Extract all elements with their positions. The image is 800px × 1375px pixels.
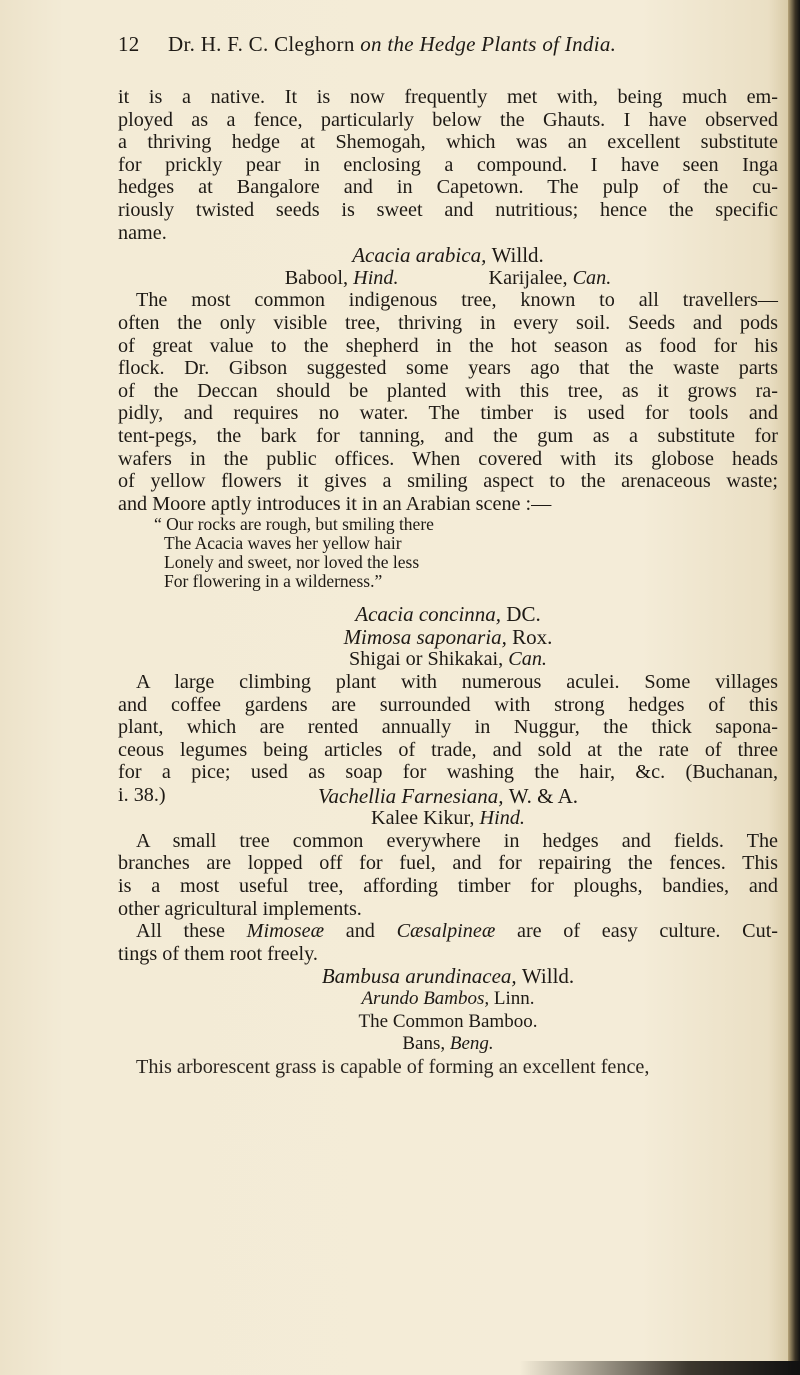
text-line: wafers in the public offices. When covered with its globose heads xyxy=(118,447,778,470)
text-line: A large climbing plant with numerous aculei. Some villages xyxy=(136,671,778,694)
species-heading: Bambusa arundinacea, Willd. xyxy=(321,964,575,989)
text-line: of the Deccan should be planted with this tree, as it grows ra- xyxy=(118,379,778,402)
text-line: ceous legumes being articles of trade, and sold at the rate of three xyxy=(118,738,778,761)
text-line: This arborescent grass is capable of forming an excellent fence, xyxy=(136,1055,650,1078)
vernacular-names: Bans, Beng. xyxy=(402,1033,494,1055)
quote-line: The Acacia waves her yellow hair xyxy=(164,533,402,554)
text-line: All these Mimoseæ and Cæsalpineæ are of easy culture. Cut- xyxy=(136,920,779,943)
quote-line: “ Our rocks are rough, but smiling there xyxy=(154,514,434,535)
vernacular-names: Babool, Hind. Karijalee, Can. xyxy=(284,266,612,289)
text-line: it is a native. It is now frequently met with, being much em- xyxy=(118,86,778,108)
text-line: tent-pegs, the bark for tanning, and the gum as a substitute for xyxy=(118,424,778,447)
text-line: hedges at Bangalore and in Capetown. The pulp of the cu- xyxy=(118,176,778,199)
species-heading: Acacia concinna, DC. xyxy=(355,602,541,627)
text-line: plant, which are rented annually in Nuggur, the thick sapona- xyxy=(118,716,778,739)
synonym-heading: Mimosa saponaria, Rox. xyxy=(343,624,553,649)
text-line: often the only visible tree, thriving in every soil. Seeds and pods xyxy=(118,311,778,334)
text-line: A small tree common everywhere in hedges and fields. The xyxy=(136,829,778,852)
text-line: of yellow flowers it gives a smiling aspect to the arenaceous waste; xyxy=(118,470,778,493)
synonym-heading: Arundo Bambos, Linn. xyxy=(361,987,535,1009)
text-line: a thriving hedge at Shemogah, which was an excellent substitute xyxy=(118,131,778,154)
text-line: tings of them root freely. xyxy=(118,942,318,965)
text-line: flock. Dr. Gibson suggested some years ago that the waste parts xyxy=(118,357,778,380)
text-line: for prickly pear in enclosing a compound. I have seen Inga xyxy=(118,153,778,176)
quote-line: For flowering in a wilderness.” xyxy=(164,571,383,592)
page-number: 12 xyxy=(118,32,140,56)
running-title: Dr. H. F. C. Cleghorn on the Hedge Plants of India. xyxy=(168,32,617,56)
text-line: is a most useful tree, affording timber for ploughs, bandies, and xyxy=(118,875,778,897)
text-line: for a pice; used as soap for washing the hair, &c. (Buchanan, xyxy=(118,761,778,784)
species-heading: Vachellia Farnesiana, W. & A. xyxy=(318,783,578,808)
text-line: name. xyxy=(118,221,167,244)
text-line: i. 38.) xyxy=(118,784,166,807)
page-edge-shadow xyxy=(788,0,800,1375)
text-line: branches are lopped off for fuel, and for repairing the fences. This xyxy=(118,852,778,875)
page-bottom-shadow xyxy=(520,1361,800,1375)
text-line: and coffee gardens are surrounded with strong hedges of this xyxy=(118,693,778,716)
species-heading: Acacia arabica, Willd. xyxy=(352,243,544,268)
vernacular-names: Shigai or Shikakai, Can. xyxy=(349,648,547,671)
vernacular-names: Kalee Kikur, Hind. xyxy=(371,807,525,830)
body-text xyxy=(118,86,778,1078)
text-line: The most common indigenous tree, known to all travellers— xyxy=(136,289,778,312)
text-line: pidly, and requires no water. The timber is used for tools and xyxy=(118,402,778,425)
text-line: of great value to the shepherd in the hot season as food for his xyxy=(118,334,778,357)
text-line: other agricultural implements. xyxy=(118,897,362,920)
common-name: The Common Bamboo. xyxy=(358,1010,538,1032)
text-line: and Moore aptly introduces it in an Arabian scene :— xyxy=(118,492,552,515)
quote-line: Lonely and sweet, nor loved the less xyxy=(164,552,420,573)
text-line: riously twisted seeds is sweet and nutritious; hence the specific xyxy=(118,198,778,221)
text-line: ployed as a fence, particularly below the Ghauts. I have observed xyxy=(118,108,778,131)
